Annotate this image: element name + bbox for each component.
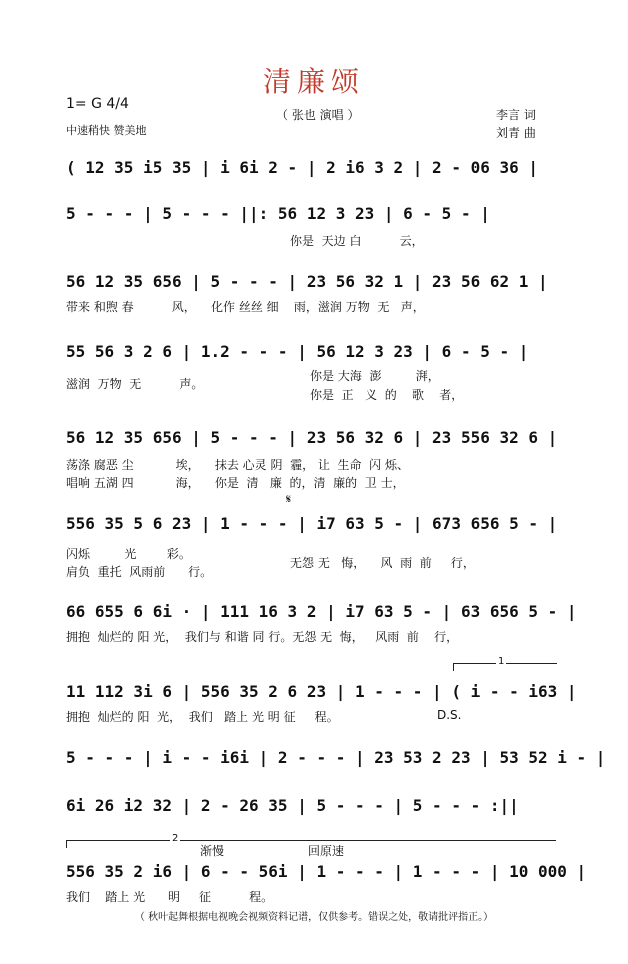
lyric-line-verse2: 唱响 五湖 四 海， 你是 清 廉 的，清 廉的 卫 士， [66,476,405,490]
lyric-line-verse1: 闪烁 光 彩。 [66,547,191,561]
lyric-line: 拥抱 灿烂的 阳 光， 我们 踏上 光 明 征 程。 [66,710,339,724]
lyric-line: 拥抱 灿烂的 阳 光， 我们与 和谐 同 行。无怨 无 悔， 风雨 前 行， [66,630,459,644]
music-line: ( 12 35 i5 35 | i 6i 2 - | 2 i6 3 2 | 2 - 06 36 | [66,158,539,177]
volta-2-tick [66,840,67,848]
music-line: 556 35 5 6 23 | 1 - - - | i7 63 5 - | 673 656 5 - | [66,514,558,533]
lyric-line-verse2: 你是 正 义 的 歌 者， [310,388,464,402]
music-line: 66 655 6 6i · | 111 16 3 2 | i7 63 5 - | 63 656 5 - | [66,602,577,621]
lyric-line-verse1: 荡涤 腐恶 尘 埃， 抹去 心灵 阴 霾， 让 生命 闪 烁、 [66,458,409,472]
music-line: 56 12 35 656 | 5 - - - | 23 56 32 6 | 23 556 32 6 | [66,428,558,447]
lyric-line: 无怨 无 悔， 风 雨 前 行， [290,556,475,570]
music-line: 55 56 3 2 6 | 1.2 - - - | 56 12 3 23 | 6 - 5 - | [66,342,529,361]
music-line: 5 - - - | 5 - - - ||: 56 12 3 23 | 6 - 5 - | [66,204,490,223]
volta-2-bracket [66,840,556,841]
tempo-marking: 中速稍快 赞美地 [66,124,147,137]
music-line: 11 112 3i 6 | 556 35 2 6 23 | 1 - - - | ( i - - i63 | [66,682,577,701]
original-tempo-marking: 回原速 [308,844,345,858]
lyric-line: 你是 天边 白 云， [290,234,424,248]
lyricist-credit: 李言 词 [496,108,536,122]
music-line: 56 12 35 656 | 5 - - - | 23 56 32 1 | 23 56 62 1 | [66,272,548,291]
music-line: 5 - - - | i - - i6i | 2 - - - | 23 53 2 23 | 53 52 i - | [66,748,606,767]
music-line: 6i 26 i2 32 | 2 - 26 35 | 5 - - - | 5 - - - :|| [66,796,519,815]
footer-note: （ 秋叶起舞根据电视晚会视频资料记谱，仅供参考。错误之处，敬请批评指正。） [134,912,494,923]
singer-credit: （ 张也 演唱 ） [276,108,360,122]
volta-1-tick [453,663,454,671]
song-title: 清廉颂 [262,65,365,98]
volta-1-label: 1 [498,656,505,667]
lyric-line: 带来 和煦 春 风， 化作 丝丝 细 雨，滋润 万物 无 声， [66,300,425,314]
segno-sign: 𝄋 [286,492,292,506]
ds-marking: D.S. [437,708,462,722]
lyric-line: 我们 踏上 光 明 征 程。 [66,890,274,904]
music-line: 556 35 2 i6 | 6 - - 56i | 1 - - - | 1 - - - | 10 000 | [66,862,587,881]
lyric-line-verse1: 你是 大海 澎 湃， [310,369,440,383]
lyric-line-verse2: 肩负 重托 风雨前 行。 [66,565,213,579]
lyric-line: 滋润 万物 无 声。 [66,377,204,391]
volta-2-label: 2 [172,833,179,844]
composer-credit: 刘青 曲 [496,126,536,140]
slower-marking: 渐慢 [200,844,225,858]
key-signature: 1= G 4/4 [66,96,129,112]
